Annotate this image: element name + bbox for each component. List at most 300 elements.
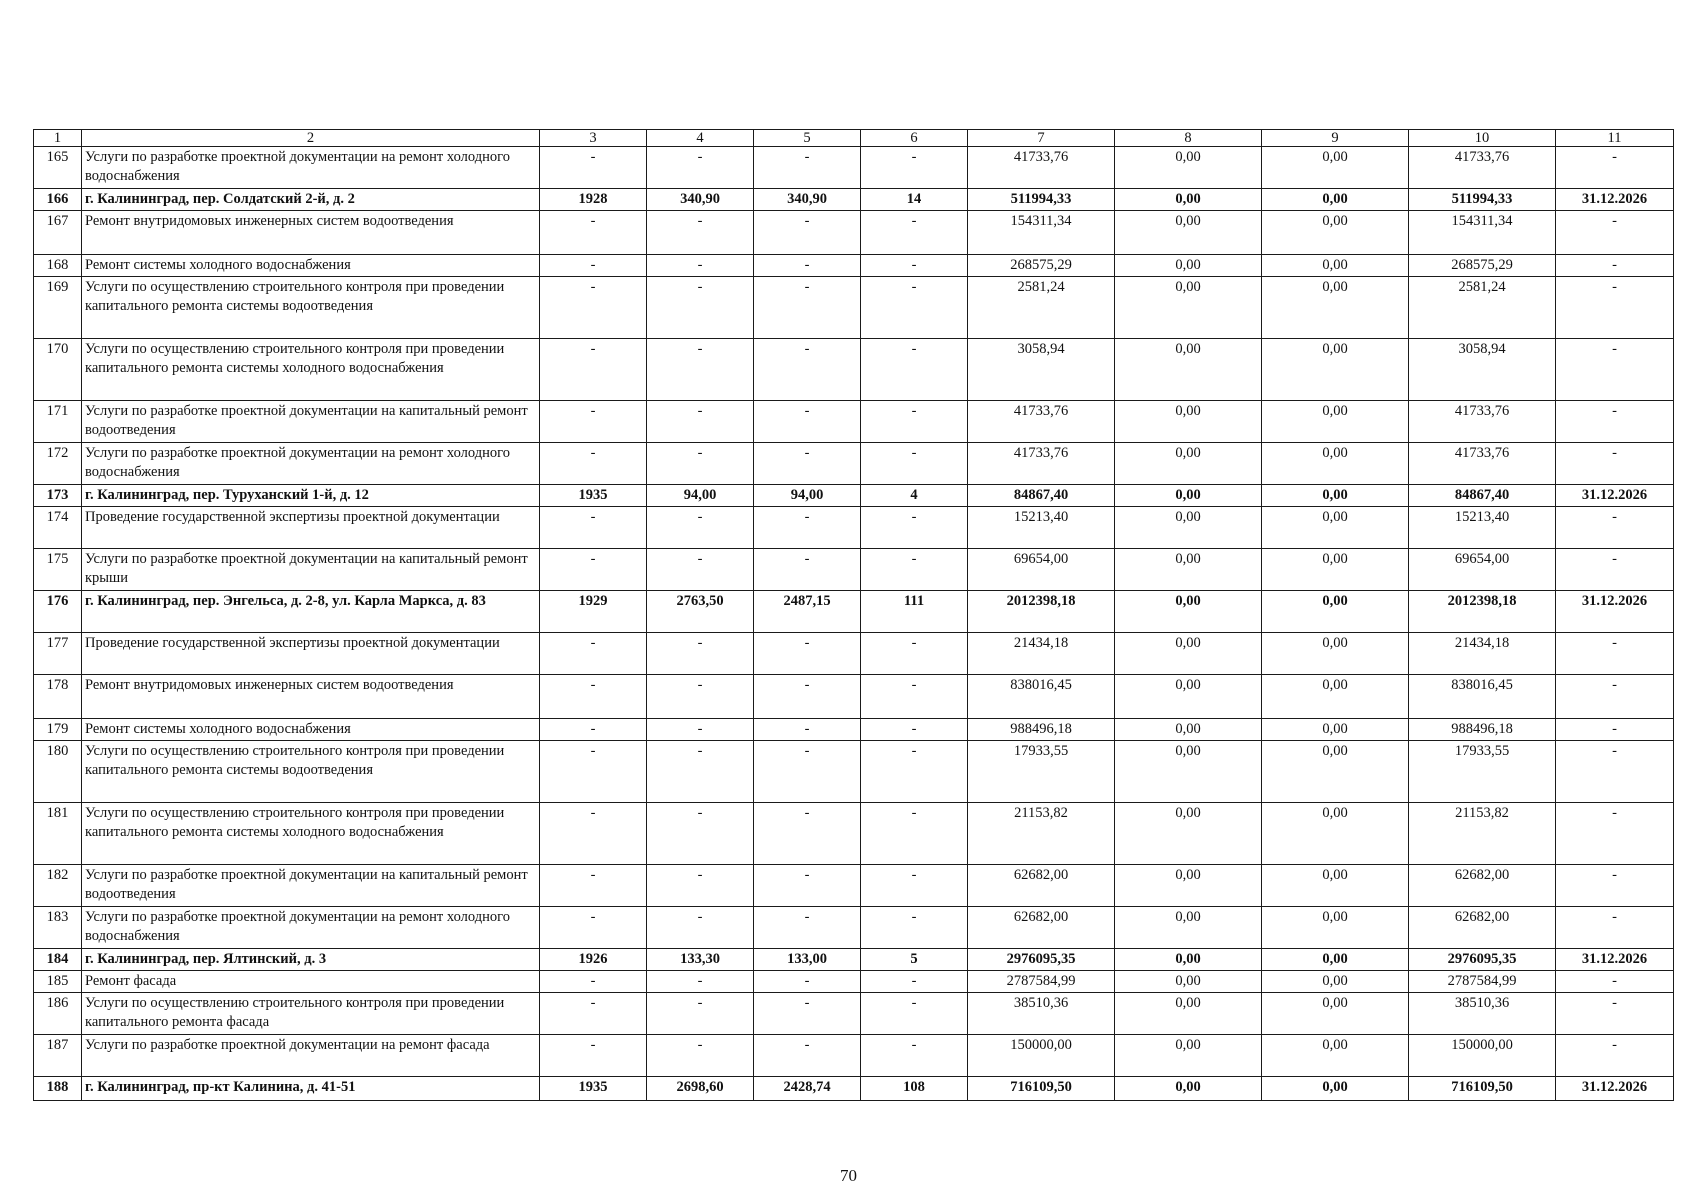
owner-funds-cell: 2976095,35 — [1409, 949, 1556, 971]
owner-funds-cell: 268575,29 — [1409, 255, 1556, 277]
owner-funds-cell: 150000,00 — [1409, 1035, 1556, 1077]
regional-funds-cell: 0,00 — [1262, 993, 1409, 1035]
year-built-cell: - — [540, 675, 647, 719]
total-cost-cell: 2976095,35 — [968, 949, 1115, 971]
row-number-cell: 166 — [34, 189, 82, 211]
federal-funds-cell: 0,00 — [1115, 675, 1262, 719]
residents-cell: - — [861, 865, 968, 907]
year-built-cell: - — [540, 1035, 647, 1077]
work-item-row — [34, 803, 1674, 865]
deadline-cell: - — [1556, 339, 1674, 401]
total-cost-cell: 15213,40 — [968, 507, 1115, 549]
residents-cell: - — [861, 803, 968, 865]
work-item-row — [34, 675, 1674, 719]
federal-funds-cell: 0,00 — [1115, 189, 1262, 211]
year-built-cell: - — [540, 211, 647, 255]
row-number-cell: 187 — [34, 1035, 82, 1077]
regional-funds-cell: 0,00 — [1262, 211, 1409, 255]
row-number-cell: 176 — [34, 591, 82, 633]
federal-funds-cell: 0,00 — [1115, 865, 1262, 907]
regional-funds-cell: 0,00 — [1262, 189, 1409, 211]
owner-funds-cell: 2581,24 — [1409, 277, 1556, 339]
column-number-cell: 2 — [82, 130, 540, 147]
federal-funds-cell: 0,00 — [1115, 907, 1262, 949]
work-item-row — [34, 971, 1674, 993]
living-area-cell: - — [754, 993, 861, 1035]
year-built-cell: - — [540, 507, 647, 549]
work-schedule-table — [33, 129, 1674, 1101]
regional-funds-cell: 0,00 — [1262, 277, 1409, 339]
total-cost-cell: 2787584,99 — [968, 971, 1115, 993]
federal-funds-cell: 0,00 — [1115, 803, 1262, 865]
row-number-cell: 183 — [34, 907, 82, 949]
year-built-cell: 1935 — [540, 485, 647, 507]
total-area-cell: - — [647, 719, 754, 741]
work-item-row — [34, 633, 1674, 675]
residents-cell: - — [861, 633, 968, 675]
living-area-cell: - — [754, 971, 861, 993]
federal-funds-cell: 0,00 — [1115, 485, 1262, 507]
work-item-row — [34, 507, 1674, 549]
row-number-cell: 185 — [34, 971, 82, 993]
deadline-cell: - — [1556, 443, 1674, 485]
year-built-cell: - — [540, 907, 647, 949]
regional-funds-cell: 0,00 — [1262, 1077, 1409, 1101]
row-number-cell: 174 — [34, 507, 82, 549]
owner-funds-cell: 2787584,99 — [1409, 971, 1556, 993]
address-row — [34, 485, 1674, 507]
deadline-cell: - — [1556, 1035, 1674, 1077]
total-area-cell: - — [647, 971, 754, 993]
federal-funds-cell: 0,00 — [1115, 507, 1262, 549]
year-built-cell: - — [540, 443, 647, 485]
owner-funds-cell: 84867,40 — [1409, 485, 1556, 507]
total-area-cell: 340,90 — [647, 189, 754, 211]
total-area-cell: - — [647, 443, 754, 485]
total-cost-cell: 62682,00 — [968, 907, 1115, 949]
residents-cell: - — [861, 993, 968, 1035]
column-number-cell: 5 — [754, 130, 861, 147]
work-item-row — [34, 277, 1674, 339]
total-cost-cell: 41733,76 — [968, 147, 1115, 189]
residents-cell: - — [861, 1035, 968, 1077]
total-cost-cell: 150000,00 — [968, 1035, 1115, 1077]
regional-funds-cell: 0,00 — [1262, 147, 1409, 189]
item-name-cell: Услуги по разработке проектной документации на ремонт фасада — [82, 1035, 540, 1077]
work-item-row — [34, 147, 1674, 189]
row-number-cell: 182 — [34, 865, 82, 907]
living-area-cell: - — [754, 255, 861, 277]
column-number-row — [34, 130, 1674, 147]
federal-funds-cell: 0,00 — [1115, 443, 1262, 485]
total-cost-cell: 21434,18 — [968, 633, 1115, 675]
regional-funds-cell: 0,00 — [1262, 401, 1409, 443]
living-area-cell: - — [754, 675, 861, 719]
regional-funds-cell: 0,00 — [1262, 865, 1409, 907]
owner-funds-cell: 21434,18 — [1409, 633, 1556, 675]
total-area-cell: - — [647, 865, 754, 907]
residents-cell: - — [861, 549, 968, 591]
regional-funds-cell: 0,00 — [1262, 507, 1409, 549]
item-name-cell: Ремонт внутридомовых инженерных систем водоотведения — [82, 211, 540, 255]
living-area-cell: 133,00 — [754, 949, 861, 971]
living-area-cell: - — [754, 211, 861, 255]
deadline-cell: - — [1556, 401, 1674, 443]
item-name-cell: Услуги по осуществлению строительного контроля при проведении капитального ремонта фасада — [82, 993, 540, 1035]
federal-funds-cell: 0,00 — [1115, 401, 1262, 443]
work-item-row — [34, 993, 1674, 1035]
year-built-cell: - — [540, 401, 647, 443]
residents-cell: - — [861, 719, 968, 741]
owner-funds-cell: 838016,45 — [1409, 675, 1556, 719]
column-number-cell: 1 — [34, 130, 82, 147]
address-row — [34, 949, 1674, 971]
total-cost-cell: 154311,34 — [968, 211, 1115, 255]
federal-funds-cell: 0,00 — [1115, 549, 1262, 591]
owner-funds-cell: 41733,76 — [1409, 401, 1556, 443]
year-built-cell: 1926 — [540, 949, 647, 971]
owner-funds-cell: 69654,00 — [1409, 549, 1556, 591]
living-area-cell: - — [754, 1035, 861, 1077]
total-cost-cell: 988496,18 — [968, 719, 1115, 741]
row-number-cell: 167 — [34, 211, 82, 255]
regional-funds-cell: 0,00 — [1262, 949, 1409, 971]
work-item-row — [34, 255, 1674, 277]
regional-funds-cell: 0,00 — [1262, 339, 1409, 401]
item-name-cell: Услуги по разработке проектной документации на капитальный ремонт водоотведения — [82, 401, 540, 443]
column-number-cell: 6 — [861, 130, 968, 147]
federal-funds-cell: 0,00 — [1115, 255, 1262, 277]
row-number-cell: 173 — [34, 485, 82, 507]
total-area-cell: - — [647, 675, 754, 719]
year-built-cell: - — [540, 865, 647, 907]
work-item-row — [34, 549, 1674, 591]
residents-cell: - — [861, 741, 968, 803]
owner-funds-cell: 988496,18 — [1409, 719, 1556, 741]
deadline-cell: - — [1556, 633, 1674, 675]
row-number-cell: 180 — [34, 741, 82, 803]
column-number-cell: 9 — [1262, 130, 1409, 147]
regional-funds-cell: 0,00 — [1262, 1035, 1409, 1077]
row-number-cell: 171 — [34, 401, 82, 443]
work-item-row — [34, 741, 1674, 803]
item-name-cell: Услуги по осуществлению строительного контроля при проведении капитального ремонта системы водоотведения — [82, 741, 540, 803]
total-area-cell: 2698,60 — [647, 1077, 754, 1101]
residents-cell: - — [861, 675, 968, 719]
item-name-cell: Ремонт системы холодного водоснабжения — [82, 719, 540, 741]
row-number-cell: 177 — [34, 633, 82, 675]
regional-funds-cell: 0,00 — [1262, 719, 1409, 741]
owner-funds-cell: 17933,55 — [1409, 741, 1556, 803]
item-name-cell: г. Калининград, пер. Ялтинский, д. 3 — [82, 949, 540, 971]
total-cost-cell: 69654,00 — [968, 549, 1115, 591]
row-number-cell: 188 — [34, 1077, 82, 1101]
work-item-row — [34, 907, 1674, 949]
federal-funds-cell: 0,00 — [1115, 993, 1262, 1035]
work-item-row — [34, 719, 1674, 741]
regional-funds-cell: 0,00 — [1262, 971, 1409, 993]
total-cost-cell: 38510,36 — [968, 993, 1115, 1035]
total-cost-cell: 268575,29 — [968, 255, 1115, 277]
deadline-cell: - — [1556, 971, 1674, 993]
item-name-cell: Услуги по разработке проектной документации на капитальный ремонт крыши — [82, 549, 540, 591]
row-number-cell: 169 — [34, 277, 82, 339]
year-built-cell: - — [540, 993, 647, 1035]
total-cost-cell: 2581,24 — [968, 277, 1115, 339]
item-name-cell: Услуги по разработке проектной документации на ремонт холодного водоснабжения — [82, 907, 540, 949]
residents-cell: 5 — [861, 949, 968, 971]
row-number-cell: 178 — [34, 675, 82, 719]
deadline-cell: - — [1556, 147, 1674, 189]
row-number-cell: 172 — [34, 443, 82, 485]
owner-funds-cell: 15213,40 — [1409, 507, 1556, 549]
deadline-cell: - — [1556, 719, 1674, 741]
work-item-row — [34, 211, 1674, 255]
row-number-cell: 165 — [34, 147, 82, 189]
item-name-cell: Ремонт фасада — [82, 971, 540, 993]
column-number-cell: 4 — [647, 130, 754, 147]
column-number-cell: 11 — [1556, 130, 1674, 147]
item-name-cell: Проведение государственной экспертизы проектной документации — [82, 507, 540, 549]
owner-funds-cell: 3058,94 — [1409, 339, 1556, 401]
deadline-cell: 31.12.2026 — [1556, 189, 1674, 211]
living-area-cell: - — [754, 507, 861, 549]
federal-funds-cell: 0,00 — [1115, 633, 1262, 675]
year-built-cell: - — [540, 633, 647, 675]
residents-cell: 111 — [861, 591, 968, 633]
living-area-cell: - — [754, 549, 861, 591]
total-area-cell: - — [647, 147, 754, 189]
owner-funds-cell: 511994,33 — [1409, 189, 1556, 211]
regional-funds-cell: 0,00 — [1262, 591, 1409, 633]
address-row — [34, 591, 1674, 633]
regional-funds-cell: 0,00 — [1262, 443, 1409, 485]
residents-cell: - — [861, 255, 968, 277]
living-area-cell: - — [754, 443, 861, 485]
owner-funds-cell: 154311,34 — [1409, 211, 1556, 255]
item-name-cell: Услуги по осуществлению строительного контроля при проведении капитального ремонта системы холодного водоснабжения — [82, 339, 540, 401]
row-number-cell: 186 — [34, 993, 82, 1035]
year-built-cell: - — [540, 147, 647, 189]
federal-funds-cell: 0,00 — [1115, 277, 1262, 339]
federal-funds-cell: 0,00 — [1115, 339, 1262, 401]
total-area-cell: - — [647, 277, 754, 339]
federal-funds-cell: 0,00 — [1115, 147, 1262, 189]
total-cost-cell: 838016,45 — [968, 675, 1115, 719]
total-cost-cell: 2012398,18 — [968, 591, 1115, 633]
total-area-cell: - — [647, 633, 754, 675]
living-area-cell: - — [754, 147, 861, 189]
work-item-row — [34, 339, 1674, 401]
work-item-row — [34, 865, 1674, 907]
federal-funds-cell: 0,00 — [1115, 971, 1262, 993]
total-area-cell: - — [647, 741, 754, 803]
deadline-cell: - — [1556, 741, 1674, 803]
regional-funds-cell: 0,00 — [1262, 633, 1409, 675]
item-name-cell: г. Калининград, пер. Туруханский 1-й, д. 12 — [82, 485, 540, 507]
federal-funds-cell: 0,00 — [1115, 211, 1262, 255]
regional-funds-cell: 0,00 — [1262, 675, 1409, 719]
total-area-cell: - — [647, 401, 754, 443]
total-cost-cell: 3058,94 — [968, 339, 1115, 401]
living-area-cell: - — [754, 907, 861, 949]
residents-cell: - — [861, 401, 968, 443]
item-name-cell: г. Калининград, пер. Энгельса, д. 2-8, ул. Карла Маркса, д. 83 — [82, 591, 540, 633]
residents-cell: - — [861, 211, 968, 255]
living-area-cell: - — [754, 865, 861, 907]
year-built-cell: - — [540, 803, 647, 865]
residents-cell: - — [861, 277, 968, 339]
deadline-cell: - — [1556, 211, 1674, 255]
year-built-cell: - — [540, 719, 647, 741]
table-body — [34, 130, 1674, 1101]
owner-funds-cell: 41733,76 — [1409, 443, 1556, 485]
residents-cell: - — [861, 147, 968, 189]
item-name-cell: Услуги по разработке проектной документации на ремонт холодного водоснабжения — [82, 443, 540, 485]
owner-funds-cell: 2012398,18 — [1409, 591, 1556, 633]
total-cost-cell: 62682,00 — [968, 865, 1115, 907]
deadline-cell: - — [1556, 255, 1674, 277]
residents-cell: - — [861, 907, 968, 949]
deadline-cell: - — [1556, 907, 1674, 949]
living-area-cell: - — [754, 803, 861, 865]
column-number-cell: 8 — [1115, 130, 1262, 147]
year-built-cell: - — [540, 255, 647, 277]
item-name-cell: Услуги по разработке проектной документации на капитальный ремонт водоотведения — [82, 865, 540, 907]
federal-funds-cell: 0,00 — [1115, 591, 1262, 633]
total-cost-cell: 511994,33 — [968, 189, 1115, 211]
residents-cell: - — [861, 339, 968, 401]
year-built-cell: - — [540, 549, 647, 591]
year-built-cell: - — [540, 741, 647, 803]
year-built-cell: 1935 — [540, 1077, 647, 1101]
total-area-cell: - — [647, 507, 754, 549]
federal-funds-cell: 0,00 — [1115, 1077, 1262, 1101]
federal-funds-cell: 0,00 — [1115, 949, 1262, 971]
row-number-cell: 168 — [34, 255, 82, 277]
total-area-cell: - — [647, 1035, 754, 1077]
total-area-cell: - — [647, 907, 754, 949]
deadline-cell: - — [1556, 277, 1674, 339]
address-row — [34, 189, 1674, 211]
regional-funds-cell: 0,00 — [1262, 907, 1409, 949]
owner-funds-cell: 21153,82 — [1409, 803, 1556, 865]
year-built-cell: - — [540, 277, 647, 339]
column-number-cell: 7 — [968, 130, 1115, 147]
living-area-cell: 94,00 — [754, 485, 861, 507]
owner-funds-cell: 38510,36 — [1409, 993, 1556, 1035]
total-area-cell: - — [647, 549, 754, 591]
item-name-cell: Услуги по осуществлению строительного контроля при проведении капитального ремонта системы водоотведения — [82, 277, 540, 339]
deadline-cell: - — [1556, 803, 1674, 865]
living-area-cell: - — [754, 633, 861, 675]
total-cost-cell: 21153,82 — [968, 803, 1115, 865]
deadline-cell: - — [1556, 549, 1674, 591]
deadline-cell: - — [1556, 675, 1674, 719]
total-area-cell: - — [647, 993, 754, 1035]
living-area-cell: - — [754, 401, 861, 443]
item-name-cell: Ремонт системы холодного водоснабжения — [82, 255, 540, 277]
row-number-cell: 184 — [34, 949, 82, 971]
work-item-row — [34, 1035, 1674, 1077]
work-item-row — [34, 443, 1674, 485]
row-number-cell: 181 — [34, 803, 82, 865]
federal-funds-cell: 0,00 — [1115, 1035, 1262, 1077]
deadline-cell: - — [1556, 993, 1674, 1035]
deadline-cell: - — [1556, 507, 1674, 549]
deadline-cell: - — [1556, 865, 1674, 907]
deadline-cell: 31.12.2026 — [1556, 591, 1674, 633]
work-item-row — [34, 401, 1674, 443]
residents-cell: - — [861, 971, 968, 993]
total-cost-cell: 41733,76 — [968, 443, 1115, 485]
regional-funds-cell: 0,00 — [1262, 549, 1409, 591]
regional-funds-cell: 0,00 — [1262, 485, 1409, 507]
residents-cell: - — [861, 507, 968, 549]
total-area-cell: - — [647, 255, 754, 277]
deadline-cell: 31.12.2026 — [1556, 485, 1674, 507]
owner-funds-cell: 62682,00 — [1409, 865, 1556, 907]
living-area-cell: - — [754, 719, 861, 741]
living-area-cell: 2487,15 — [754, 591, 861, 633]
total-area-cell: - — [647, 339, 754, 401]
federal-funds-cell: 0,00 — [1115, 719, 1262, 741]
total-cost-cell: 41733,76 — [968, 401, 1115, 443]
item-name-cell: Ремонт внутридомовых инженерных систем водоотведения — [82, 675, 540, 719]
residents-cell: 14 — [861, 189, 968, 211]
item-name-cell: Проведение государственной экспертизы проектной документации — [82, 633, 540, 675]
residents-cell: - — [861, 443, 968, 485]
living-area-cell: - — [754, 741, 861, 803]
living-area-cell: 340,90 — [754, 189, 861, 211]
living-area-cell: - — [754, 277, 861, 339]
item-name-cell: г. Калининград, пер. Солдатский 2-й, д. 2 — [82, 189, 540, 211]
regional-funds-cell: 0,00 — [1262, 803, 1409, 865]
residents-cell: 108 — [861, 1077, 968, 1101]
regional-funds-cell: 0,00 — [1262, 741, 1409, 803]
row-number-cell: 175 — [34, 549, 82, 591]
owner-funds-cell: 41733,76 — [1409, 147, 1556, 189]
year-built-cell: - — [540, 971, 647, 993]
page-number: 70 — [840, 1166, 857, 1185]
column-number-cell: 10 — [1409, 130, 1556, 147]
item-name-cell: Услуги по разработке проектной документации на ремонт холодного водоснабжения — [82, 147, 540, 189]
residents-cell: 4 — [861, 485, 968, 507]
year-built-cell: 1929 — [540, 591, 647, 633]
total-cost-cell: 17933,55 — [968, 741, 1115, 803]
owner-funds-cell: 716109,50 — [1409, 1077, 1556, 1101]
item-name-cell: Услуги по осуществлению строительного контроля при проведении капитального ремонта системы холодного водоснабжения — [82, 803, 540, 865]
year-built-cell: 1928 — [540, 189, 647, 211]
total-area-cell: 133,30 — [647, 949, 754, 971]
address-row — [34, 1077, 1674, 1101]
living-area-cell: 2428,74 — [754, 1077, 861, 1101]
deadline-cell: 31.12.2026 — [1556, 949, 1674, 971]
row-number-cell: 179 — [34, 719, 82, 741]
total-cost-cell: 84867,40 — [968, 485, 1115, 507]
total-area-cell: - — [647, 211, 754, 255]
item-name-cell: г. Калининград, пр-кт Калинина, д. 41-51 — [82, 1077, 540, 1101]
federal-funds-cell: 0,00 — [1115, 741, 1262, 803]
year-built-cell: - — [540, 339, 647, 401]
deadline-cell: 31.12.2026 — [1556, 1077, 1674, 1101]
total-cost-cell: 716109,50 — [968, 1077, 1115, 1101]
total-area-cell: - — [647, 803, 754, 865]
total-area-cell: 2763,50 — [647, 591, 754, 633]
total-area-cell: 94,00 — [647, 485, 754, 507]
column-number-cell: 3 — [540, 130, 647, 147]
living-area-cell: - — [754, 339, 861, 401]
